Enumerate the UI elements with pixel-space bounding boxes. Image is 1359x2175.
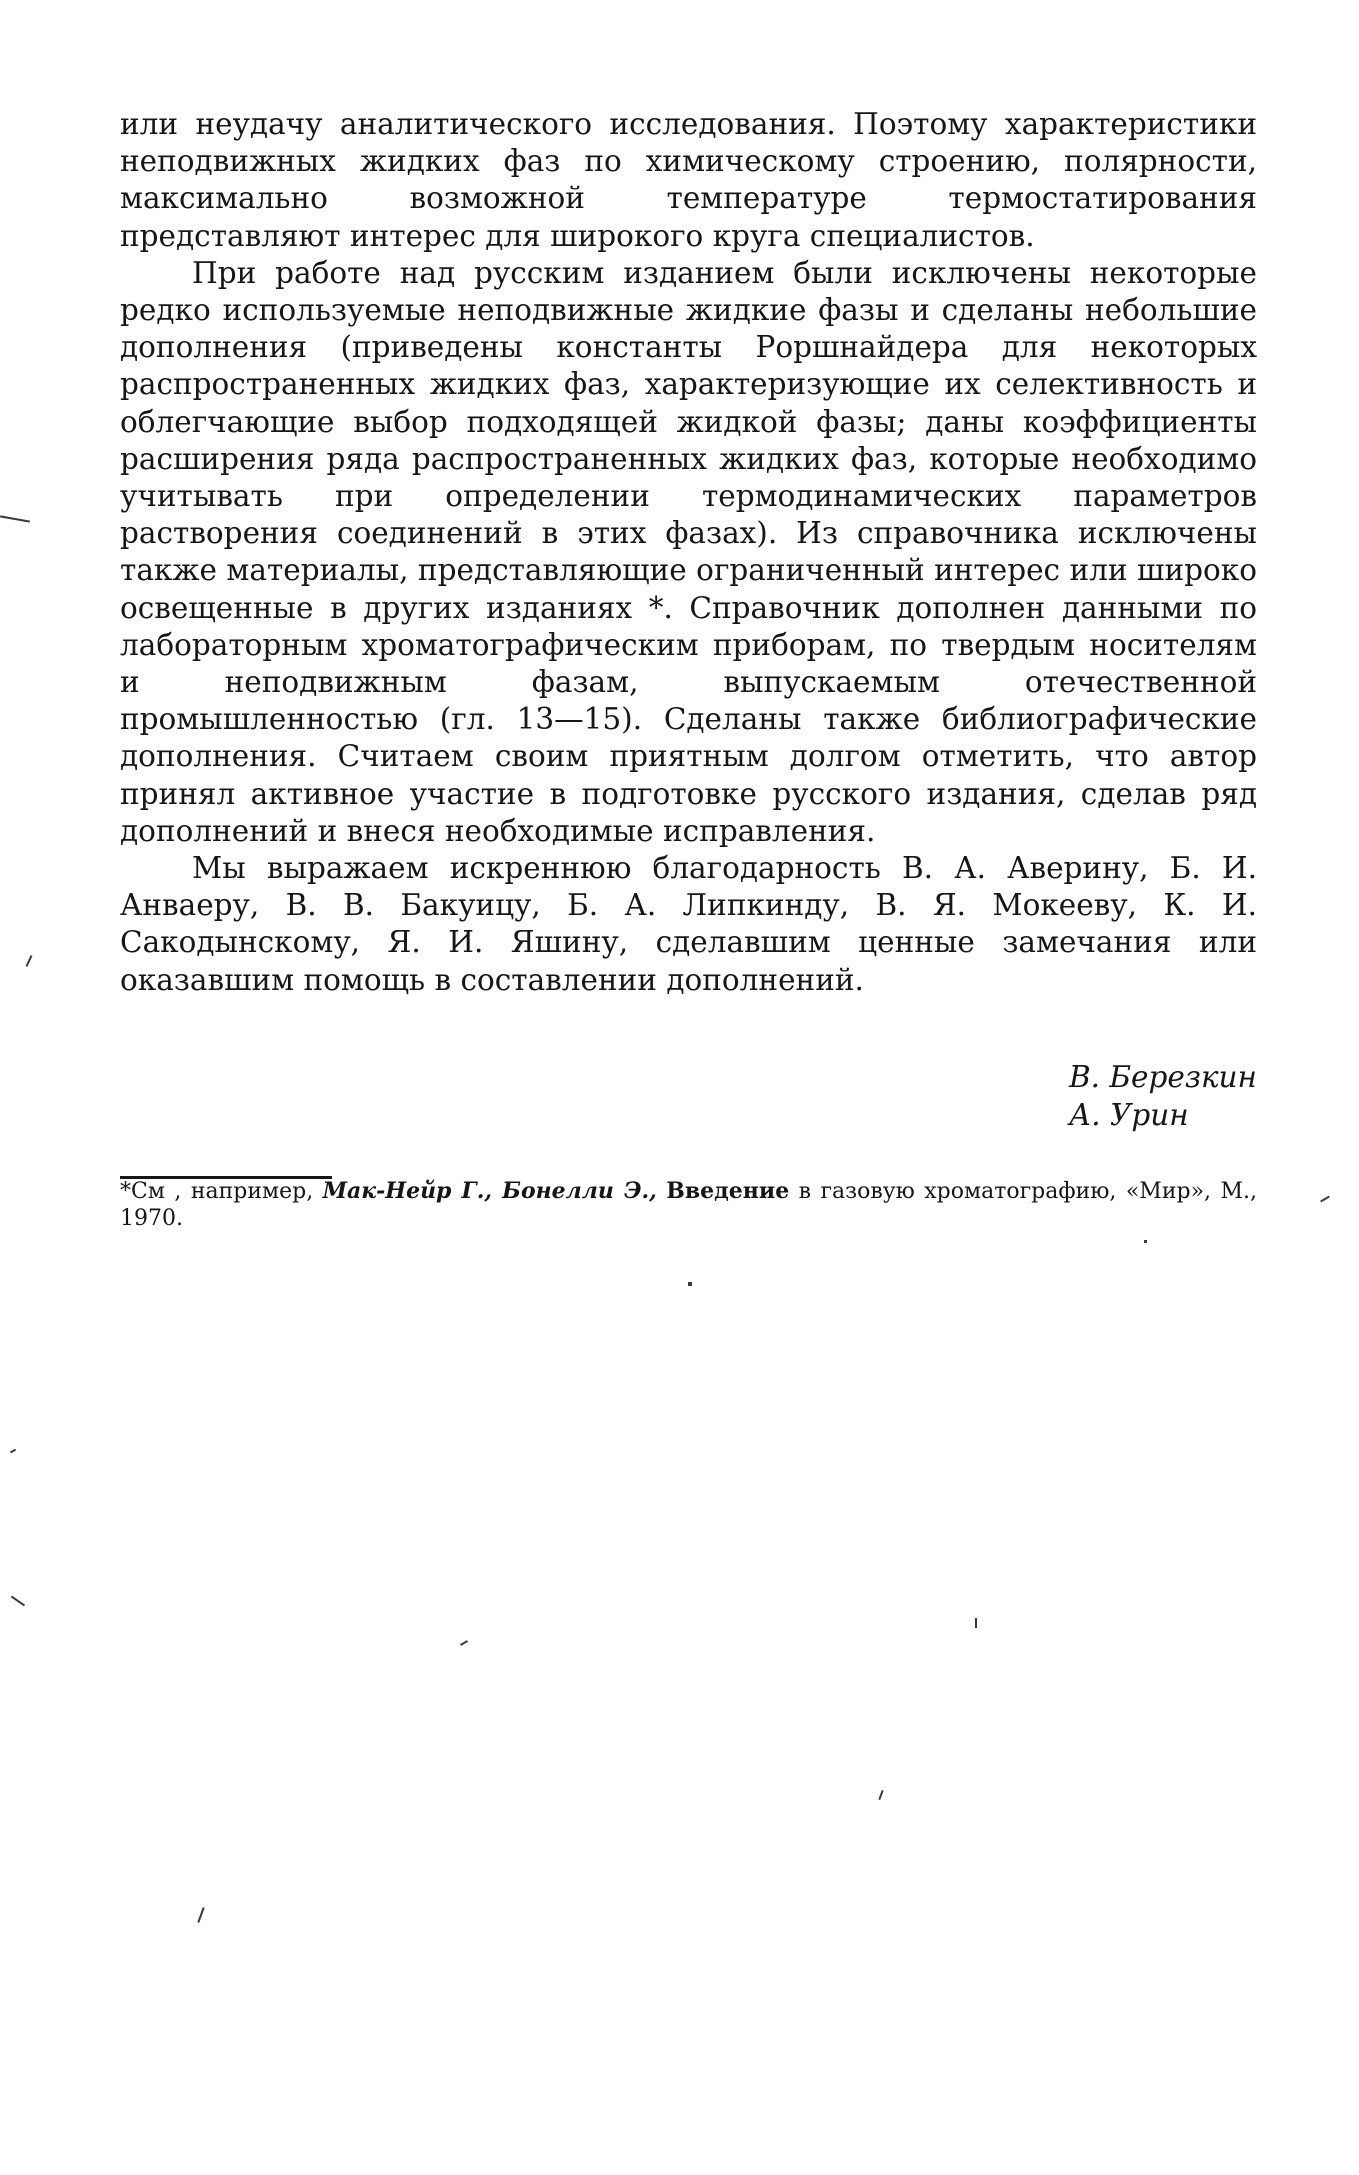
signatures — [1069, 1058, 1257, 1134]
footnote-lead: *См , например, — [120, 1179, 314, 1204]
footnote-authors: Мак-Нейр Г., Бонелли Э., — [322, 1178, 657, 1204]
signature-berezkin: В. Березкин — [1068, 1060, 1257, 1094]
scan-mark — [10, 1449, 16, 1454]
scan-mark — [26, 955, 33, 967]
signature-urin: А. Урин — [1068, 1098, 1189, 1132]
main-text — [120, 106, 1257, 999]
paragraph-acknowledgements: Мы выражаем искреннюю благодарность В. А. Аверину, Б. И. Анваеру, В. В. Бакуицу, Б. А. Липкинду, В. Я. Мокееву, К. И. Сакодынскому, Я. И. Яшину, сделавшим ценные замечания или оказавшим помощь в составлении дополнений. — [120, 851, 1257, 997]
scan-mark — [975, 1618, 977, 1628]
paragraph-intro: или неудачу аналитического исследования. Поэтому характеристики неподвижных жидких фаз по химическому строению, полярности, максимально возможной температуре термостатирования представляют интерес для широкого круга специалистов. — [120, 107, 1257, 253]
scan-mark — [11, 1596, 25, 1607]
footnote — [120, 1178, 1257, 1232]
footnote-rest: в газовую хроматографию, «Мир», М., 1970. — [120, 1179, 1257, 1231]
scan-mark — [688, 1282, 692, 1286]
scan-mark — [197, 1907, 204, 1923]
paragraph-russian-edition: При работе над русским изданием были исключены некоторые редко используемые неподвижные жидкие фазы и сделаны небольшие дополнения (приведены константы Роршнайдера для некоторых распространенных жидких фаз, характеризующие их селективность и облегчающие выбор подходящей жидкой фазы; даны коэффициенты расширения ряда распространенных жидких фаз, которые необходимо учитывать при определении термодинамических параметров растворения соединений в этих фазах). Из справочника исключены также материалы, представляющие ограниченный интерес или широко освещенные в других изданиях *. Справочник дополнен данными по лабораторным хроматографическим приборам, по твердым носителям и неподвижным фазам, выпускаемым отечественной промышленностью (гл. 13—15). Сделаны также библиографические дополнения. Считаем своим приятным долгом отметить, что автор принял активное участие в подготовке русского издания, сделав ряд дополнений и внеся необходимые исправления. — [120, 255, 1257, 848]
scan-mark — [0, 515, 30, 522]
scan-mark — [1144, 1240, 1147, 1243]
footnote-title: Введение — [666, 1178, 790, 1204]
scan-mark — [460, 1640, 468, 1646]
scan-mark — [1320, 1196, 1330, 1203]
scan-mark — [878, 1790, 883, 1800]
